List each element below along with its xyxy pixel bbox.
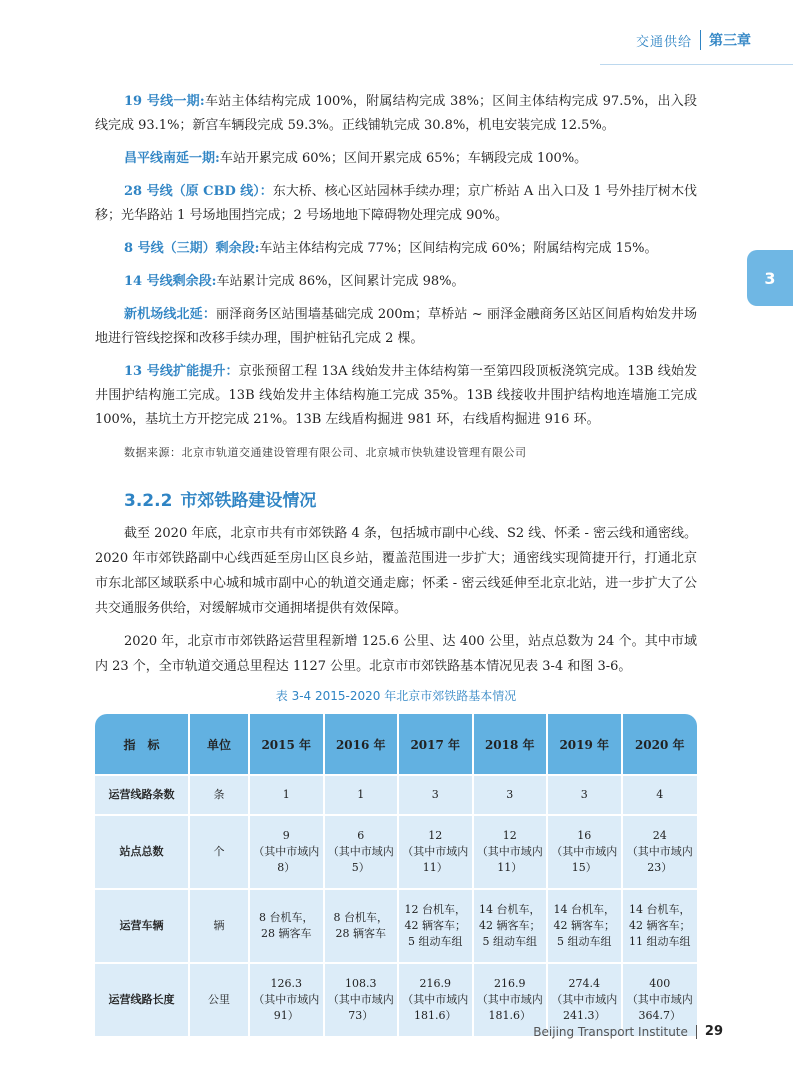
progress-item-separator: ： — [259, 184, 273, 199]
table-cell: 6 （其中市域内 5） — [325, 814, 400, 888]
table-caption: 表 3-4 2015-2020 年北京市郊铁路基本情况 — [275, 689, 517, 703]
suburban-railway-table — [95, 714, 697, 1036]
table-cell: 14 台机车， 42 辆客车； 5 组动车组 — [474, 888, 549, 962]
table-row — [95, 888, 697, 962]
table-cell: 216.9 （其中市域内 181.6） — [399, 962, 474, 1036]
progress-item-label: 昌平线南延一期 — [124, 151, 216, 166]
progress-item — [95, 270, 697, 294]
progress-list — [95, 90, 697, 432]
header-chapter: 第三章 — [709, 33, 751, 49]
table-cell: 个 — [190, 814, 250, 888]
table-cell: 12 台机车， 42 辆客车； 5 组动车组 — [399, 888, 474, 962]
progress-item-label: 8 号线（三期）剩余段 — [124, 241, 255, 256]
progress-item-text: 车站开累完成 60%；区间开累完成 65%；车辆段完成 100%。 — [219, 151, 588, 166]
header-section: 交通供给 — [635, 34, 692, 50]
table-row-label: 运营线路长度 — [95, 962, 190, 1036]
table-row-label: 运营线路条数 — [95, 774, 190, 814]
progress-item — [95, 180, 697, 228]
progress-item-text: 东大桥、核心区站园林手续办理；京广桥站 A 出入口及 1 号外挂厅树木伐移；光华路站 1 号场地围挡完成；2 号场地地下障碍物处理完成 90%。 — [95, 184, 697, 223]
progress-item — [95, 90, 697, 138]
footer-institute: Beijing Transport Institute — [533, 1024, 688, 1039]
table-row-label: 运营车辆 — [95, 888, 190, 962]
table-cell: 108.3 （其中市域内 73） — [325, 962, 400, 1036]
footer-divider — [696, 1025, 697, 1039]
progress-item-separator: : — [215, 151, 220, 166]
table-cell: 8 台机车， 28 辆客车 — [250, 888, 325, 962]
section-number: 3.2.2 — [124, 491, 173, 511]
page-content — [95, 90, 697, 1036]
table-header-cell: 2016 年 — [325, 714, 400, 774]
table-cell: 12 （其中市域内 11） — [474, 814, 549, 888]
table-cell: 126.3 （其中市域内 91） — [250, 962, 325, 1036]
table-row-label: 站点总数 — [95, 814, 190, 888]
progress-item — [95, 360, 697, 432]
body-paragraph: 2020 年，北京市市郊铁路运营里程新增 125.6 公里、达 400 公里，站点总数为 24 个。其中市域内 23 个，全市轨道交通总里程达 1127 公里。北京市市郊铁路基本情况见表 3-4 和图 3-6。 — [95, 634, 697, 674]
table-cell: 216.9 （其中市域内 181.6） — [474, 962, 549, 1036]
table-cell: 1 — [250, 774, 325, 814]
table-cell: 条 — [190, 774, 250, 814]
table-cell: 14 台机车， 42 辆客车； 5 组动车组 — [548, 888, 623, 962]
page-number: 29 — [704, 1024, 723, 1039]
table-header-cell: 2018 年 — [474, 714, 549, 774]
page-footer — [533, 1024, 723, 1039]
progress-item-label: 14 号线剩余段 — [124, 274, 212, 289]
table-cell: 16 （其中市域内 15） — [548, 814, 623, 888]
progress-item-label: 13 号线扩能提升 — [124, 364, 226, 379]
progress-item-separator: ： — [202, 307, 216, 322]
progress-item — [95, 303, 697, 351]
table-cell: 8 台机车， 28 辆客车 — [325, 888, 400, 962]
table-header-cell: 指 标 — [95, 714, 190, 774]
table-header-row — [95, 714, 697, 774]
table-row — [95, 774, 697, 814]
section-title: 市郊铁路建设情况 — [180, 491, 317, 511]
progress-item-label: 19 号线一期 — [124, 94, 200, 109]
progress-item-separator: : — [211, 274, 217, 289]
chapter-tab: 3 — [747, 250, 793, 306]
table-cell: 400 （其中市域内 364.7） — [623, 962, 698, 1036]
table-cell: 12 （其中市域内 11） — [399, 814, 474, 888]
progress-item-text: 丽泽商务区站围墙基础完成 200m；草桥站 ~ 丽泽金融商务区站区间盾构始发井场地进行管线挖探和改移手续办理，围护桩钻孔完成 2 棵。 — [95, 307, 697, 346]
table-cell: 4 — [623, 774, 698, 814]
table-cell: 1 — [325, 774, 400, 814]
progress-item-separator: : — [199, 94, 205, 109]
progress-item-text: 车站主体结构完成 77%；区间结构完成 60%；附属结构完成 15%。 — [259, 241, 658, 256]
data-source-note: 数据来源：北京市轨道交通建设管理有限公司、北京城市快轨建设管理有限公司 — [124, 446, 527, 459]
table-header-cell: 单位 — [190, 714, 250, 774]
progress-item-text: 车站主体结构完成 100%，附属结构完成 38%；区间主体结构完成 97.5%，出入段线完成 93.1%；新宫车辆段完成 59.3%。正线铺轨完成 30.8%，机电安装完成 12.5%。 — [95, 94, 697, 133]
table-header-cell: 2017 年 — [399, 714, 474, 774]
progress-item-text: 京张预留工程 13A 线始发井主体结构第一至第四段顶板浇筑完成。13B 线始发井围护结构施工完成。13B 线始发井主体结构施工完成 35%。13B 线接收井围护结构地连墙施工完成 100%，基坑土方开挖完成 21%。13B 左线盾构掘进 981 环，右线盾构掘进 916 环。 — [95, 364, 697, 427]
progress-item-label: 28 号线（原 CBD 线） — [124, 184, 260, 199]
progress-item-label: 新机场线北延 — [124, 307, 203, 322]
table-cell: 14 台机车， 42 辆客车； 11 组动车组 — [623, 888, 698, 962]
progress-item-separator: ： — [225, 364, 239, 379]
header-rule — [600, 64, 793, 65]
table-cell: 9 （其中市域内 8） — [250, 814, 325, 888]
table-cell: 公里 — [190, 962, 250, 1036]
table-row — [95, 814, 697, 888]
table-cell: 3 — [399, 774, 474, 814]
progress-item — [95, 237, 697, 261]
progress-item-text: 车站累计完成 86%，区间累计完成 98%。 — [216, 274, 465, 289]
table-cell: 3 — [474, 774, 549, 814]
table-cell: 24 （其中市域内 23） — [623, 814, 698, 888]
progress-item-separator: : — [254, 241, 260, 256]
table-cell: 辆 — [190, 888, 250, 962]
running-header — [636, 30, 751, 50]
body-paragraph: 截至 2020 年底，北京市共有市郊铁路 4 条，包括城市副中心线、S2 线、怀柔 - 密云线和通密线。2020 年市郊铁路副中心线西延至房山区良乡站，覆盖范围进一步扩大；通密线实现简捷开行，打通北京市东北部区域联系中心城和城市副中心的轨道交通走廊；怀柔 - 密云线延伸至北京北站，进一步扩大了公共交通服务供给，对缓解城市交通拥堵提供有效保障。 — [95, 526, 697, 616]
table-header-cell: 2015 年 — [250, 714, 325, 774]
table-header-cell: 2020 年 — [623, 714, 698, 774]
table-cell: 3 — [548, 774, 623, 814]
table-header-cell: 2019 年 — [548, 714, 623, 774]
header-divider — [700, 30, 701, 50]
progress-item — [95, 147, 697, 171]
table-cell: 274.4 （其中市域内 241.3） — [548, 962, 623, 1036]
section-heading — [124, 486, 697, 511]
